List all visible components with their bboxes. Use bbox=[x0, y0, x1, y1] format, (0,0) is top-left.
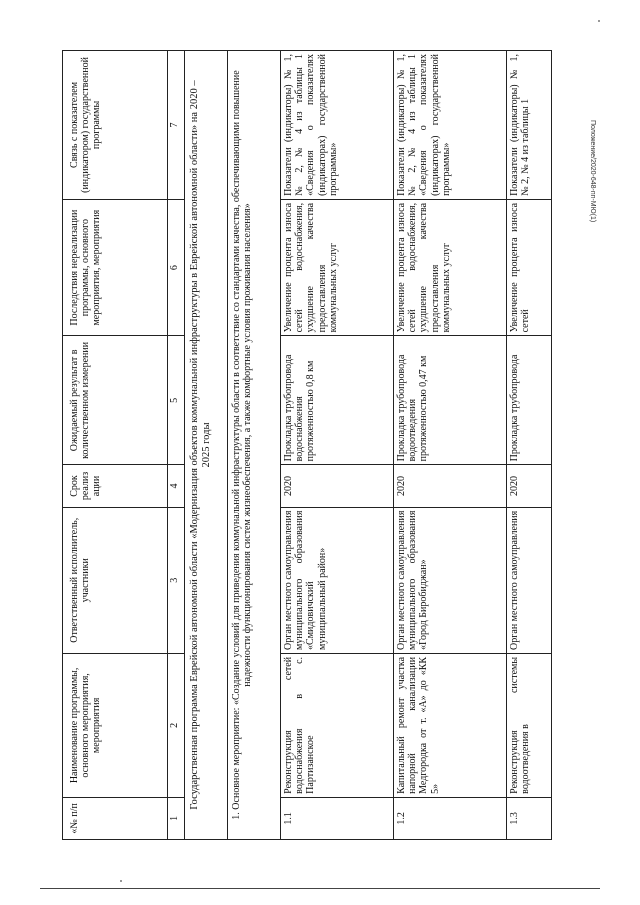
scan-speck bbox=[598, 20, 600, 22]
col-number: 4 bbox=[168, 465, 185, 507]
row-name: Реконструкция системы водоотведения в bbox=[507, 653, 552, 797]
header-consequence: Последствия нереализации программы, основного мероприятия, мероприятия bbox=[63, 199, 168, 335]
document-stamp: Положение/2020-648-пп-МЮ(1) bbox=[589, 120, 596, 223]
column-number-row bbox=[168, 51, 185, 840]
row-num: 1.1 bbox=[281, 797, 394, 839]
row-executor: Орган местного самоуправления муниципального образования «Смидовичский муниципальный район» bbox=[281, 507, 394, 653]
row-result: Прокладка трубопровода bbox=[507, 336, 552, 465]
program-title-row bbox=[185, 51, 228, 840]
row-result: Прокладка трубопровода водоотведения протяженностью 0,47 км bbox=[394, 336, 507, 465]
table-row bbox=[281, 51, 394, 840]
col-number: 1 bbox=[168, 797, 185, 839]
header-name: Наименование программы, основного мероприятия, мероприятия bbox=[63, 653, 168, 797]
row-name: Реконструкция сетей водоснабжения в с. Партизанское bbox=[281, 653, 394, 797]
main-event-row bbox=[228, 51, 281, 840]
scan-speck bbox=[120, 880, 122, 882]
row-term: 2020 bbox=[394, 465, 507, 507]
header-term: Срок реализ ации bbox=[63, 465, 168, 507]
row-link: Показатели (индикаторы) № 1, № 2, № 4 из таблицы 1 «Сведения о показателях (индикаторах) государственной программы» bbox=[394, 51, 507, 200]
row-consequence: Увеличение процента износа сетей bbox=[507, 199, 552, 335]
row-term: 2020 bbox=[281, 465, 394, 507]
table-row bbox=[507, 51, 552, 840]
col-number: 2 bbox=[168, 653, 185, 797]
table-row bbox=[394, 51, 507, 840]
header-result: Ожидаемый результат в количественном измерении bbox=[63, 336, 168, 465]
row-consequence: Увеличение процента износа сетей водоснабжения, ухудшение качества предоставления коммунальных услуг bbox=[281, 199, 394, 335]
col-number: 7 bbox=[168, 51, 185, 200]
row-result: Прокладка трубопровода водоснабжения протяженностью 0,8 км bbox=[281, 336, 394, 465]
header-row bbox=[63, 51, 168, 840]
row-consequence: Увеличение процента износа сетей водоснабжения, ухудшение качества предоставления коммунальных услуг bbox=[394, 199, 507, 335]
row-executor: Орган местного самоуправления bbox=[507, 507, 552, 653]
col-number: 3 bbox=[168, 507, 185, 653]
row-term: 2020 bbox=[507, 465, 552, 507]
row-executor: Орган местного самоуправления муниципального образования «Город Биробиджан» bbox=[394, 507, 507, 653]
row-num: 1.3 bbox=[507, 797, 552, 839]
program-table bbox=[62, 50, 552, 840]
header-link: Связь с показателем (индикатором) государственной программы bbox=[63, 51, 168, 200]
row-link: Показатели (индикаторы) № 1, № 2, № 4 из таблицы 1 bbox=[507, 51, 552, 200]
scan-edge-line bbox=[40, 888, 600, 889]
main-event: 1. Основное мероприятие: «Создание условий для приведения коммунальной инфраструктуры области в соответствие со стандартами качества, обеспечивающими повышение надежности функционирования систем жизнеобеспечения, а также комфортные условия проживания населения» bbox=[228, 51, 281, 840]
header-num: «№ п/п bbox=[63, 797, 168, 839]
program-title: Государственная программа Еврейской автономной области «Модернизация объектов коммунальной инфраструктуры в Еврейской автономной области» на 2020 – 2025 годы bbox=[185, 51, 228, 840]
row-num: 1.2 bbox=[394, 797, 507, 839]
col-number: 5 bbox=[168, 336, 185, 465]
rotated-table-area bbox=[62, 50, 602, 840]
col-number: 6 bbox=[168, 199, 185, 335]
row-link: Показатели (индикаторы) № 1, № 2, № 4 из таблицы 1 «Сведения о показателях (индикаторах) государственной программы» bbox=[281, 51, 394, 200]
row-name: Капитальный ремонт участка напорной канализации Медгородка от т. «А» до «КК 5» bbox=[394, 653, 507, 797]
header-executor: Ответственный исполнитель, участники bbox=[63, 507, 168, 653]
